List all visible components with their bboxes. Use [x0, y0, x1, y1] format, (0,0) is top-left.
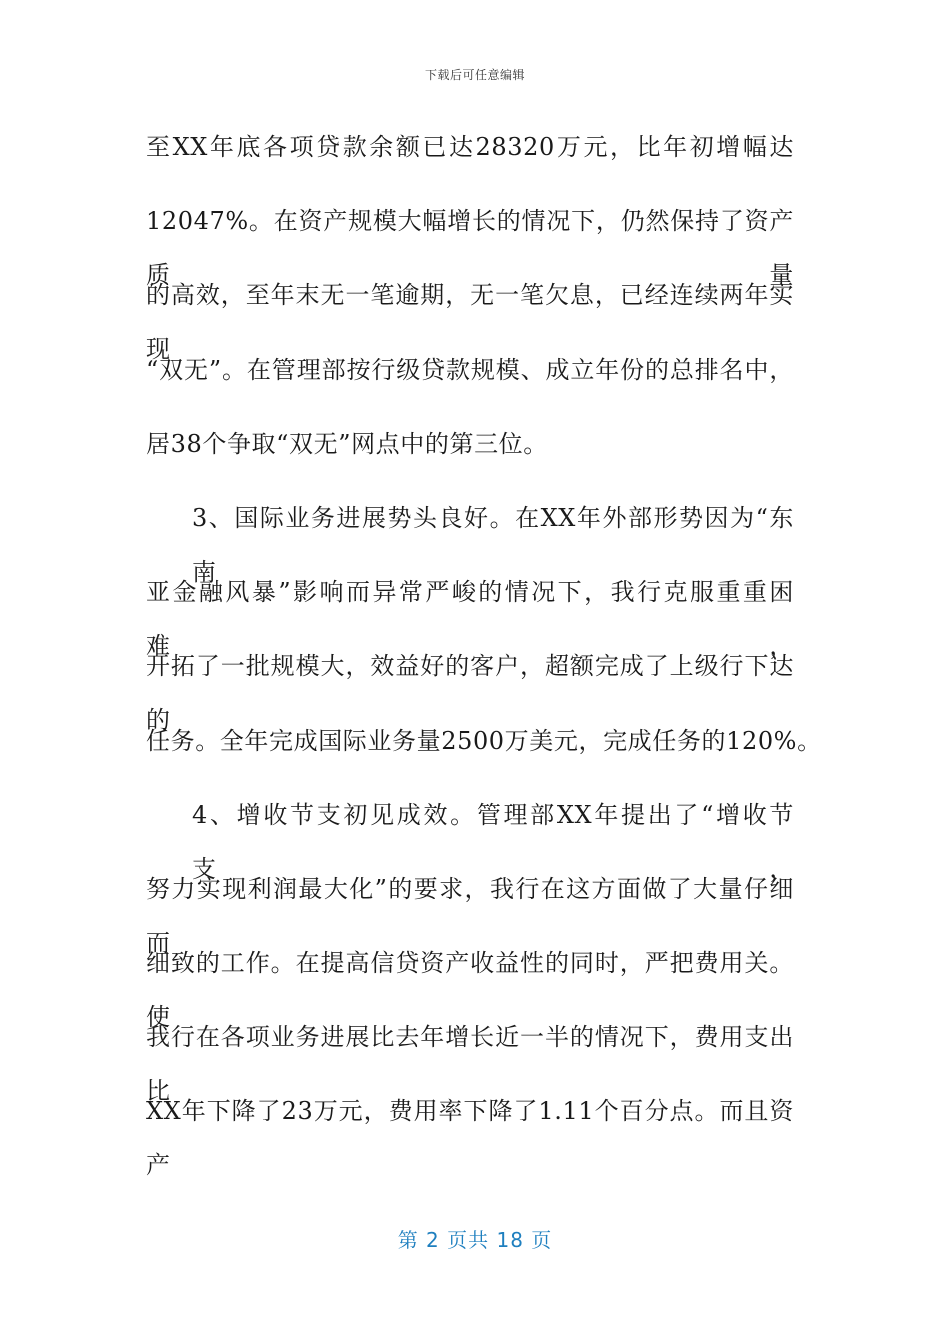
text-line: 的高效，至年末无一笔逾期，无一笔欠息，已经连续两年实现	[146, 281, 794, 364]
text-line: 12047%。在资产规模大幅增长的情况下，仍然保持了资产质量	[146, 207, 794, 290]
text-line: 细致的工作。在提高信贷资产收益性的同时，严把费用关。使	[146, 949, 794, 1032]
page-number: 第 2 页共 18 页	[397, 1228, 553, 1252]
text-line: 努力实现利润最大化”的要求，我行在这方面做了大量仔细而	[146, 874, 794, 957]
text-line: “双无”。在管理部按行级贷款规模、成立年份的总排名中，	[146, 355, 794, 384]
text-line: 4、增收节支初见成效。管理部XX年提出了“增收节支，	[192, 800, 794, 883]
page-header: 下载后可任意编辑	[424, 68, 525, 82]
text-line: 亚金融风暴”影响而异常严峻的情况下，我行克服重重困难，	[146, 578, 794, 661]
text-line: XX年下降了23万元，费用率下降了1.11个百分点。而且资产	[146, 1097, 794, 1180]
text-line: 3、国际业务进展势头良好。在XX年外部形势因为“东南	[192, 503, 794, 586]
body-text	[146, 120, 822, 1180]
text-line: 我行在各项业务进展比去年增长近一半的情况下，费用支出比	[146, 1023, 794, 1106]
text-line: 至XX年底各项贷款余额已达28320万元，比年初增幅达	[146, 133, 794, 161]
text-line: 居38个争取“双无”网点中的第三位。	[146, 429, 548, 458]
text-line: 任务。全年完成国际业务量2500万美元，完成任务的120%。	[146, 726, 822, 755]
text-line: 开拓了一批规模大，效益好的客户，超额完成了上级行下达的	[146, 652, 794, 735]
